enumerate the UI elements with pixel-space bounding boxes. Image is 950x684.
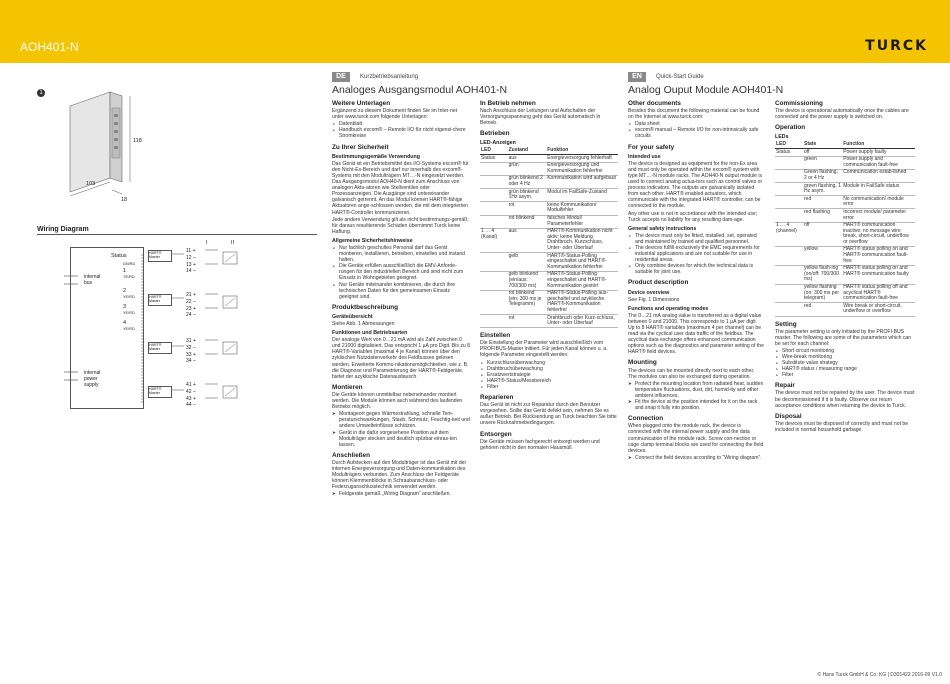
de-overview-p: Siehe Abb. 1 Abmessungen xyxy=(332,321,395,327)
figure-number: 1 xyxy=(37,89,45,97)
list-item: ■ Datenblatt xyxy=(339,121,470,127)
en-repair-p: The device must not be repaired by the user. The device must be decommissioned if it is faulty. Observe our return acceptance conditions when returning the device to Turck. xyxy=(775,390,915,409)
table-cell: HART®-Status-Polling eingeschaltet und HART®-Kommunikation gestört xyxy=(546,271,618,290)
step: ➤ Feldgeräte gemäß „Wiring Diagram“ anschließen. xyxy=(332,491,470,497)
dim-height: 118 xyxy=(133,138,142,144)
table-row xyxy=(775,284,915,303)
channel-3-num: 3 xyxy=(123,304,127,310)
wiring-lines xyxy=(60,244,260,414)
wiring-diagram-title: Wiring Diagram xyxy=(37,226,89,233)
table-cell xyxy=(480,271,508,290)
table-cell: Drahtbruch oder Kurz-schluss, Unter- oder Überlauf xyxy=(546,315,618,328)
table-cell: rot xyxy=(508,315,547,328)
terminal-24: 24 – xyxy=(186,312,196,319)
en-overview-p: See Fig. 1 Dimensions xyxy=(628,296,680,303)
table-cell: off xyxy=(803,222,842,246)
table-cell xyxy=(775,265,803,284)
de-badge: DE xyxy=(332,72,350,82)
list-item: ■ Short circuit monitoring xyxy=(782,348,915,354)
channel-2-led: YE/RD xyxy=(123,295,135,299)
table-cell: HART® status polling off and acyclical HART® communication fault-free xyxy=(842,284,915,303)
de-general-list xyxy=(332,245,470,300)
table-cell: grün blinkend 1Hz asym. xyxy=(508,189,547,202)
de-h-repair: Reparieren xyxy=(480,394,514,402)
en-h-comm: Commissioning xyxy=(775,100,823,107)
terminal-12: 12 – xyxy=(186,254,196,261)
channel-2-num: 2 xyxy=(123,288,127,294)
list-item: ■ Filter xyxy=(782,372,915,378)
table-row xyxy=(480,175,618,188)
col-header: State xyxy=(803,141,842,148)
de-h-docs: Weitere Unterlagen xyxy=(332,100,391,107)
channel-3-led: YE/RD xyxy=(123,311,135,315)
en-led-table xyxy=(775,141,915,316)
en-mount-p: The devices can be mounted directly next to each other. The modules can also be exchanged during operation. xyxy=(628,367,755,380)
table-row xyxy=(775,209,915,222)
table-cell: No communication/ module error xyxy=(842,196,915,209)
turck-logo: TURCK xyxy=(865,38,928,54)
de-column-2 xyxy=(480,96,618,452)
table-cell: red flashing xyxy=(803,209,842,222)
terminal-31: 31 + xyxy=(186,338,196,344)
dimension-drawing xyxy=(60,88,155,208)
de-set-list xyxy=(480,360,618,390)
table-cell xyxy=(480,189,508,202)
de-repair-p: Das Gerät ist nicht zur Reparatur durch den Benutzer vorgesehen. Sollte das Gerät defekt sein, nehmen Sie es außer Betrieb. Bei Rücksendung an Turck beachten Sie bitte unsere Rücknahmebedingungen. xyxy=(480,402,617,427)
de-h-leds: LED-Anzeigen xyxy=(480,140,516,147)
terminal-14: 14 – xyxy=(186,268,196,275)
col-header: Funktion xyxy=(546,148,618,155)
table-row xyxy=(775,183,915,196)
en-intended-p2: Any other use is not in accordance with the intended use; Turck accepts no liability for any resulting dam-age. xyxy=(628,210,758,223)
table-cell xyxy=(480,175,508,188)
list-item: ■ excom® manual – Remote I/O for non-intrinsically safe circuits xyxy=(635,127,764,139)
table-cell xyxy=(775,169,803,182)
table-cell: Wire break or short-circuit, underflow or overflow xyxy=(842,303,915,316)
terminal-13: 13 + xyxy=(186,261,196,268)
col-header: LED xyxy=(480,148,508,155)
de-column-1 xyxy=(332,96,470,497)
de-h-set: Einstellen xyxy=(480,332,511,340)
table-cell: aus xyxy=(508,155,547,163)
table-row xyxy=(480,315,618,328)
table-row xyxy=(480,155,618,163)
de-kind: Kurzbetriebsanleitung xyxy=(360,74,419,80)
de-h-intended: Bestimmungsgemäße Verwendung xyxy=(332,153,421,160)
table-row xyxy=(480,290,618,314)
table-cell xyxy=(480,202,508,215)
en-dispose-p: The devices must be disposed of correctly and must not be included in normal household garbage. xyxy=(775,420,909,433)
internal-power-label: internal power supply xyxy=(84,370,101,388)
de-h-mount: Montieren xyxy=(332,383,363,391)
table-cell: Communication estab-lished xyxy=(842,169,915,182)
table-cell: aus xyxy=(508,228,547,252)
hart-master-3: HART® Master xyxy=(148,342,172,354)
en-h-oper: Operation xyxy=(775,124,806,132)
de-title: Analoges Ausgangsmodul AOH401-N xyxy=(332,84,508,96)
table-row xyxy=(775,149,915,157)
hart-master-2: HART® Master xyxy=(148,294,172,306)
list-item: ■ Die Geräte erfüllen ausschließlich die EMV-Anforde-rungen für den industriellen Bereich und sind nicht zum Einsatz in Wohngebieten geeignet. xyxy=(339,263,470,281)
table-cell: Energieversorgung fehlerhaft xyxy=(546,155,618,163)
table-cell xyxy=(775,196,803,209)
table-cell xyxy=(480,253,508,272)
list-item: ■ The devices fulfill exclusively the EMC requirements for industrial applications and are not suitable for use in residential areas. xyxy=(635,245,764,263)
table-row xyxy=(775,222,915,246)
en-comm-p: The device is operational automatically once the cables are connected and the power supply is switched on. xyxy=(775,108,909,121)
table-cell xyxy=(480,290,508,314)
list-item: ■ HART® status / measuring range xyxy=(782,366,915,372)
en-h-general: General safety instructions xyxy=(628,225,697,232)
terminal-22: 22 – xyxy=(186,298,196,305)
internal-bus-label: internal bus xyxy=(84,274,101,286)
en-h-intended: Intended use xyxy=(628,153,661,160)
list-item: ■ Drahtbruchüberwachung xyxy=(487,366,618,372)
table-row xyxy=(775,169,915,182)
en-intended-p: The device is designed as equipment for the non-Ex area and must only be operated within the excom® system with type MT…-N module racks. The AOH40-N output module is used to connect analog actua-tors such as control valves or process indicators. The outputs are galvanically isolated from each other. HART® enabled actuators, which communicate with the integrated HART® controller, can be connected to the module. xyxy=(628,160,763,210)
de-h-product: Produktbeschreibung xyxy=(332,303,399,311)
table-cell: HART® status polling on and HART® communication fault-free xyxy=(842,246,915,265)
terminal-23: 23 + xyxy=(186,305,196,312)
channel-4-led: YE/RD xyxy=(123,327,135,331)
en-column-2 xyxy=(775,96,915,434)
terminal-43: 43 + xyxy=(186,395,196,402)
table-cell: 1 … 4 (Kanal) xyxy=(480,228,508,252)
terminal-11: 11 + xyxy=(186,248,196,254)
table-cell: yellow flash-ing (on/off: 700/300 ms) xyxy=(803,265,842,284)
de-h-connect: Anschließen xyxy=(332,451,370,459)
table-cell: Power supply faulty xyxy=(842,149,915,157)
table-row xyxy=(480,253,618,272)
table-cell: green flashing, 1 Hz asym. xyxy=(804,182,841,195)
col-label-ii: II xyxy=(231,240,235,246)
hart-master-1: HART® Master xyxy=(148,250,172,262)
table-cell: rot xyxy=(508,202,547,215)
table-cell: HART®-Status-Polling eingeschaltet und HART®-Kommunikation fehlerfrei xyxy=(546,253,618,272)
table-cell xyxy=(775,246,803,265)
table-cell: Power supply and communication fault-free xyxy=(842,156,915,169)
table-cell: red xyxy=(803,303,842,316)
table-row xyxy=(480,271,618,290)
en-led-rows xyxy=(775,149,915,316)
table-row xyxy=(480,202,618,215)
list-item: ■ Nur fachlich geschultes Personal darf das Gerät montieren, installieren, betreiben, einstellen und instand halten. xyxy=(339,245,470,263)
table-cell: gelb xyxy=(508,253,547,272)
step: ➤ Montageort gegen Wärmestrahlung, schnelle Tem-peraturschwankungen, Staub, Schmutz, Feuchtig-keit und andere Umwelteinflüsse schützen. xyxy=(332,411,470,429)
dim-width: 103 xyxy=(86,181,96,187)
table-cell xyxy=(775,284,803,303)
terminal-21: 21 + xyxy=(186,292,196,298)
table-row xyxy=(480,162,618,175)
list-item: ■ Substitute value strategy xyxy=(782,360,915,366)
en-h-overview: Device overview xyxy=(628,289,670,296)
table-cell: HART®-Kommunikation nicht aktiv; keine Meldung Drahtbruch, Kurzschluss, Unter- oder Überlauf xyxy=(546,228,618,252)
en-docs-list xyxy=(628,121,764,139)
document-title: AOH401-N xyxy=(20,40,79,54)
de-intended-p: Das Gerät ist ein Betriebsmittel des I/O-Systems excom® für den Nicht-Ex-Bereich und darf nur innerhalb des excom®-Systems mit den Modulträgern MT…-N eingesetzt werden. Das Ausgangsmodul AOH40-N dient zum Anschluss von analogen Aktu-atoren wie Stellventilen oder Prozessanzeigen. Die Ausgänge sind untereinander galvanisch getrennt. An das Modul können HART®-fähige Aktuatoren ange-schlossen werden, die mit dem integrierten HART®-Controller kommunizieren. xyxy=(332,160,469,216)
list-item: ■ Handbuch excom® – Remote I/O für nicht eigensi-chere Stromkreise xyxy=(339,127,470,139)
channel-1-num: 1 xyxy=(123,268,127,274)
terminal-42: 42 – xyxy=(186,388,196,395)
de-mount-p: Die Geräte können unmittelbar nebeneinander montiert werden. Die Module können auch während des laufenden Betriebs möglich. xyxy=(332,391,463,411)
table-cell xyxy=(480,162,508,175)
channel-1-led: YE/RD xyxy=(123,275,135,279)
step: ➤ Gerät in die dafür vorgesehene Position auf dem Modulträger stecken und deutlich spürbar einras-ten lassen. xyxy=(332,430,470,448)
en-h-docs: Other documents xyxy=(628,100,681,107)
en-h-connect: Connection xyxy=(628,415,664,423)
table-cell: grün xyxy=(508,162,547,175)
de-ops-p: Nach Anschluss der Leitungen und Aufschalten der Versorgungsspannung geht das Gerät automatisch in Betrieb. xyxy=(480,108,601,127)
en-general-list xyxy=(628,233,764,276)
list-item: ■ The device must only be fitted, installed, set, operated and maintained by trained and qualified personnel. xyxy=(635,233,764,245)
hart-master-4: HART® Master xyxy=(148,386,172,398)
table-cell: HART® communication inactive; no message wire break, short-circuit, underflow or overflow xyxy=(842,222,915,246)
footer-copyright: © Hans Turck GmbH & Co. KG | D301422 2016-09 V1.0 xyxy=(817,672,942,678)
en-badge: EN xyxy=(628,72,646,82)
de-set-p: Die Einstellung der Parameter wird ausschließlich vom PROFIBUS-Master initiiert. Für jeden Kanal können u. a. folgende Parameter eingestellt werden: xyxy=(480,340,608,359)
step: ➤ Protect the mounting location from radiated heat, sudden temperature fluctuations, dust, dirt, humid-ity and other ambient influences. xyxy=(628,381,764,399)
de-docs-list xyxy=(332,121,470,139)
table-cell: gelb blinkend (ein/aus: 700/300 ms) xyxy=(508,271,547,290)
table-row xyxy=(775,246,915,265)
de-h-ops: In Betrieb nehmen xyxy=(480,100,536,107)
en-docs-p: Besides this document the following material can be found on the Internet at www.turck.com: xyxy=(628,108,760,121)
table-cell: Status xyxy=(480,155,508,163)
en-column-1 xyxy=(628,96,764,461)
table-cell xyxy=(775,209,803,222)
table-cell: Energieversorgung und Kommunikation fehlerfrei xyxy=(546,162,618,175)
en-set-p: The parameter setting is only initiated by the PROFI-BUS master. The following are some of the parameters which can be set for each channel: xyxy=(775,328,912,347)
terminal-32: 32 – xyxy=(186,344,196,351)
table-cell: yellow flashing (on: 300 ms per telegram) xyxy=(803,284,842,303)
terminal-34: 34 – xyxy=(186,358,196,365)
en-h-set: Setting xyxy=(775,320,797,328)
table-cell: 1 … 4 (channel) xyxy=(775,222,803,246)
de-led-table xyxy=(480,148,618,329)
dim-depth: 18 xyxy=(121,197,128,203)
table-cell: off xyxy=(803,149,842,157)
table-cell: Green flashing, 2 or 4 Hz xyxy=(803,169,842,182)
list-item: ■ Kurzschlussüberwachung xyxy=(487,360,618,366)
list-item: ■ Ersatzwertstrategie xyxy=(487,372,618,378)
en-set-list xyxy=(775,348,915,378)
table-cell: grün blinkend 2 oder 4 Hz xyxy=(508,175,547,188)
table-row xyxy=(775,303,915,316)
terminal-44: 44 – xyxy=(186,402,196,409)
title-rule xyxy=(37,234,317,235)
en-kind: Quick-Start Guide xyxy=(656,74,704,80)
en-h-functions: Functions and operating modes xyxy=(628,305,709,312)
table-cell: Module in FailSafe status xyxy=(842,183,915,196)
table-cell: Modul im FailSafe-Zustand xyxy=(546,189,618,202)
list-item: ■ Wire-break monitoring xyxy=(782,354,915,360)
en-h-safety: For your safety xyxy=(628,143,675,151)
table-cell: green xyxy=(803,156,842,169)
table-row xyxy=(480,228,618,252)
list-item: ■ Data sheet xyxy=(635,121,764,127)
en-functions-p: The 0…21 mA analog value is transferred as a digital value between 0 and 21000. This corresponds to 1 µA per digit. Up to 8 HART® variables (maximum 4 per channel) can be read via the cyclical user data traffic of the fieldbus. The acyclical data exchange offers enhanced communication options such as the diagnostics and parameter setting of the HART® field devices. xyxy=(628,312,764,356)
table-cell xyxy=(775,183,803,196)
table-row xyxy=(775,156,915,169)
en-h-leds: LEDs xyxy=(775,134,789,141)
list-item: ■ Filter xyxy=(487,384,618,390)
col-header: LED xyxy=(775,141,803,148)
table-row xyxy=(480,189,618,202)
table-cell: Status xyxy=(775,149,803,157)
list-item: ■ HART®-Status/Messbereich xyxy=(487,378,618,384)
table-cell: keine Kommunikation/ Modulfehler xyxy=(546,202,618,215)
list-item: ■ Nur Geräte miteinander kombinieren, die durch ihre technischen Daten für den gemeinsamen Einsatz geeignet sind. xyxy=(339,282,470,300)
table-cell: falsches Modul/ Parameterfehler xyxy=(546,215,618,228)
de-docs-p: Ergänzend zu diesem Dokument finden Sie im Inter-net unter www.turck.com folgende Unterlagen: xyxy=(332,108,458,121)
table-cell: yellow xyxy=(803,246,842,265)
table-cell: HART® status polling on and HART® communication faulty xyxy=(842,265,915,284)
step: ➤ Connect the field devices according to “Wiring diagram”. xyxy=(628,455,764,461)
table-row xyxy=(480,215,618,228)
channel-4-num: 4 xyxy=(123,320,127,326)
header-band xyxy=(0,0,950,63)
en-h-mount: Mounting xyxy=(628,359,657,367)
table-cell xyxy=(775,156,803,169)
step: ➤ Fit the device at the position intended for it on the rack and snap it fully into position. xyxy=(628,399,764,411)
en-connect-p: When plugged onto the module rack, the device is connected with the internal power supply and the data communication of the module rack. Screw con-nection or cage clamp terminal blocks are used for connecting the field devices. xyxy=(628,423,764,454)
table-cell xyxy=(480,215,508,228)
table-cell: HART®-Status-Polling aus-geschaltet und azyklische HART®-Kommunikation fehlerfrei xyxy=(546,290,618,314)
col-header: Zustand xyxy=(508,148,547,155)
de-led-rows xyxy=(480,155,618,328)
de-h-general: Allgemeine Sicherheitshinweise xyxy=(332,237,413,244)
de-h-overview: Geräteübersicht xyxy=(332,313,373,320)
table-cell: Kommunikation wird aufgebaut xyxy=(546,175,618,188)
en-h-repair: Repair xyxy=(775,382,795,390)
en-title: Analog Ouput Module AOH401-N xyxy=(628,84,784,96)
de-intended-p2: Jede andere Verwendung gilt als nicht bestimmungs-gemäß; für daraus resultierende Schäden übernimmt Turck keine Haftung. xyxy=(332,216,469,235)
en-h-dispose: Disposal xyxy=(775,412,802,420)
status-label: Status xyxy=(111,253,127,259)
table-cell xyxy=(480,315,508,328)
de-h-functions: Funktionen und Betriebsarten xyxy=(332,330,408,337)
de-connect-p: Durch Aufstecken auf den Modulträger ist das Gerät mit der internen Energieversorgung und Daten-kommunikation des Modulträgers verbunden. Zum Anschluss der Feldgeräte können Klemmenblöcke in Schraubanschluss- oder Federzuganschlusstechnik verwendet werden. xyxy=(332,459,467,491)
table-cell: Incorrect module/ parameter error xyxy=(842,209,915,222)
col-label-i: I xyxy=(206,240,208,246)
table-cell: rot blinkend xyxy=(508,215,547,228)
de-h-dispose: Entsorgen xyxy=(480,430,512,438)
table-cell: rot blinkend (ein: 300 ms je Telegramm) xyxy=(508,290,547,314)
list-item: ■ Only combine devices for which the technical data is suitable for joint use. xyxy=(635,263,764,275)
terminal-33: 33 + xyxy=(186,351,196,358)
de-dispose-p: Die Geräte müssen fachgerecht entsorgt werden und gehören nicht in den normalen Hausmüll. xyxy=(480,438,600,451)
en-h-product: Product description xyxy=(628,279,689,287)
de-functions-p: Der analoge Wert von 0…21 mA wird als Zahl zwischen 0 und 21000 digitalisiert. Das entspricht 1 µA pro Digit. Bis zu 8 HART®-Variablen (maximal 4 je Kanal) können über den zyklischen Nutzdatenverkehr des Feldbusses gelesen werden. Erweiterte Kommu-nikationsmöglichkeiten, wie z. B. die Diagnose und Parametrierung der HART®-Feldgeräte, bietet der azyklische Datenaustausch. xyxy=(332,337,470,380)
table-cell xyxy=(775,303,803,316)
status-led: GN/RD xyxy=(123,262,136,266)
table-row xyxy=(775,265,915,284)
col-header: Function xyxy=(842,141,915,148)
de-h-safety: Zu Ihrer Sicherheit xyxy=(332,143,389,151)
table-cell: red xyxy=(803,196,842,209)
table-row xyxy=(775,196,915,209)
terminal-41: 41 + xyxy=(186,382,196,388)
de-h-oper: Betrieben xyxy=(480,130,510,138)
